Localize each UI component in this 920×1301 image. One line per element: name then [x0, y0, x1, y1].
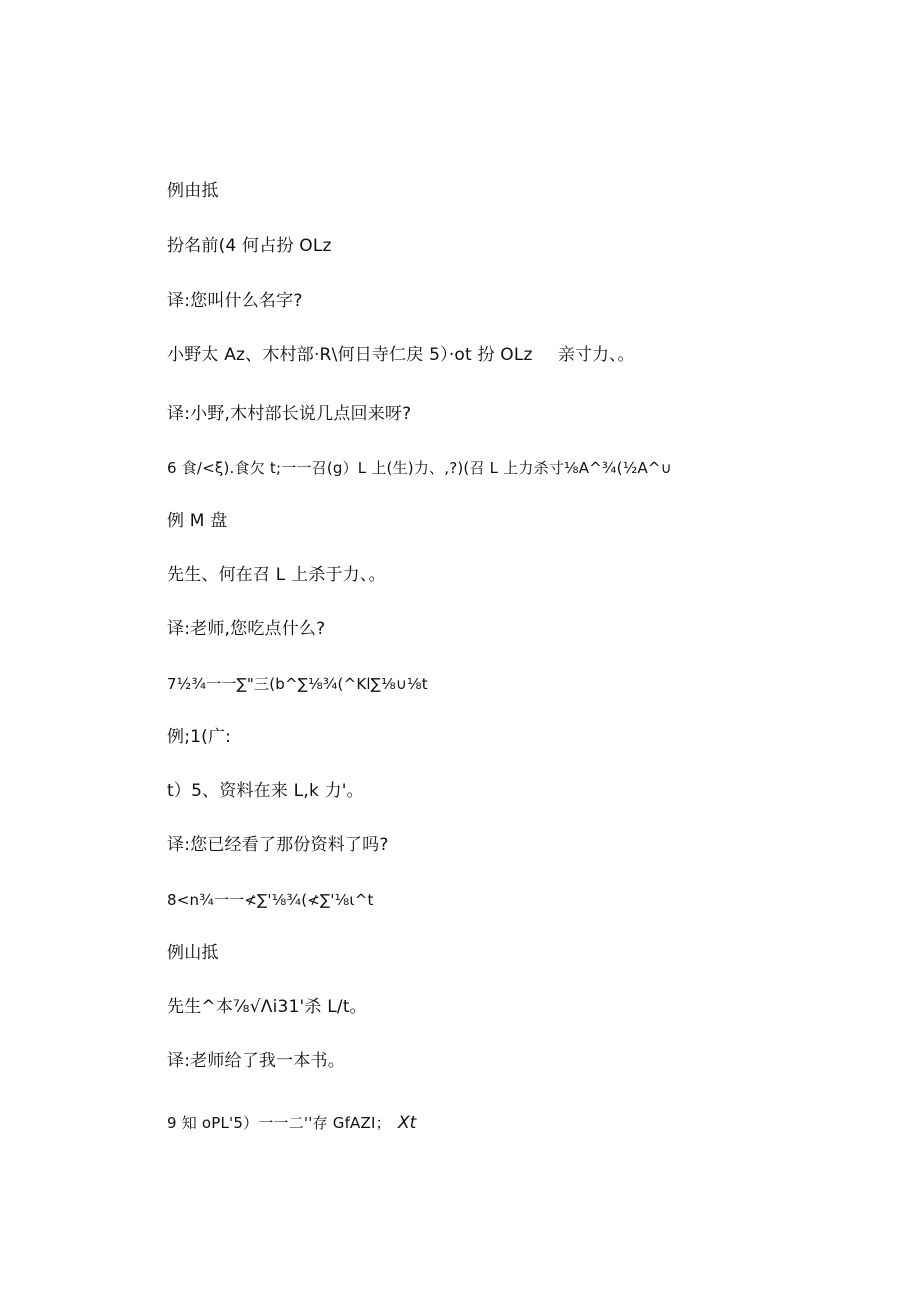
japanese-sentence-2-tail: 亲寸力、。 [558, 345, 635, 365]
translation-2: 译:小野,木村部长说几点回来呀? [167, 404, 412, 424]
grammar-point-6: 6 食/<ξ).食欠 t;一一召(g）L 上(生)力、,?)(召 L 上力杀寸⅛A^¾(½A^∪ [167, 459, 672, 477]
example-heading-1: 例由抵 [167, 181, 219, 201]
grammar-point-9-tail: Xt [398, 1113, 417, 1133]
japanese-sentence-1: 扮名前(4 何占扮 OLz [167, 236, 332, 256]
japanese-sentence-5: 先生^本⅞√Λi31'杀 L/t。 [167, 997, 367, 1017]
translation-4: 译:您已经看了那份资料了吗? [167, 835, 389, 855]
japanese-sentence-3: 先生、何在召 L 上杀于力、。 [167, 565, 386, 585]
grammar-point-8: 8<n¾一一≮∑'⅛¾(≮∑'⅛ι^t [167, 891, 374, 909]
japanese-sentence-2: 小野太 Az、木村部·R\何日寺仁戻 5）·ot 扮 OLz [167, 345, 533, 365]
translation-5: 译:老师给了我一本书。 [167, 1051, 345, 1071]
example-heading-2: 例 M 盘 [167, 511, 228, 531]
grammar-point-7: 7½¾一一∑"三(b^∑⅛¾(^Kl∑⅛∪⅛t [167, 675, 428, 693]
japanese-sentence-4: t）5、资料在来 L,k 力'。 [167, 781, 364, 801]
grammar-point-9: 9 知 oPL'5）一一二''存 GfAZI； [167, 1114, 391, 1132]
translation-1: 译:您叫什么名字? [167, 291, 303, 311]
translation-3: 译:老师,您吃点什么? [167, 619, 326, 639]
example-heading-3: 例;1(广: [167, 727, 232, 747]
example-heading-4: 例山抵 [167, 943, 219, 963]
